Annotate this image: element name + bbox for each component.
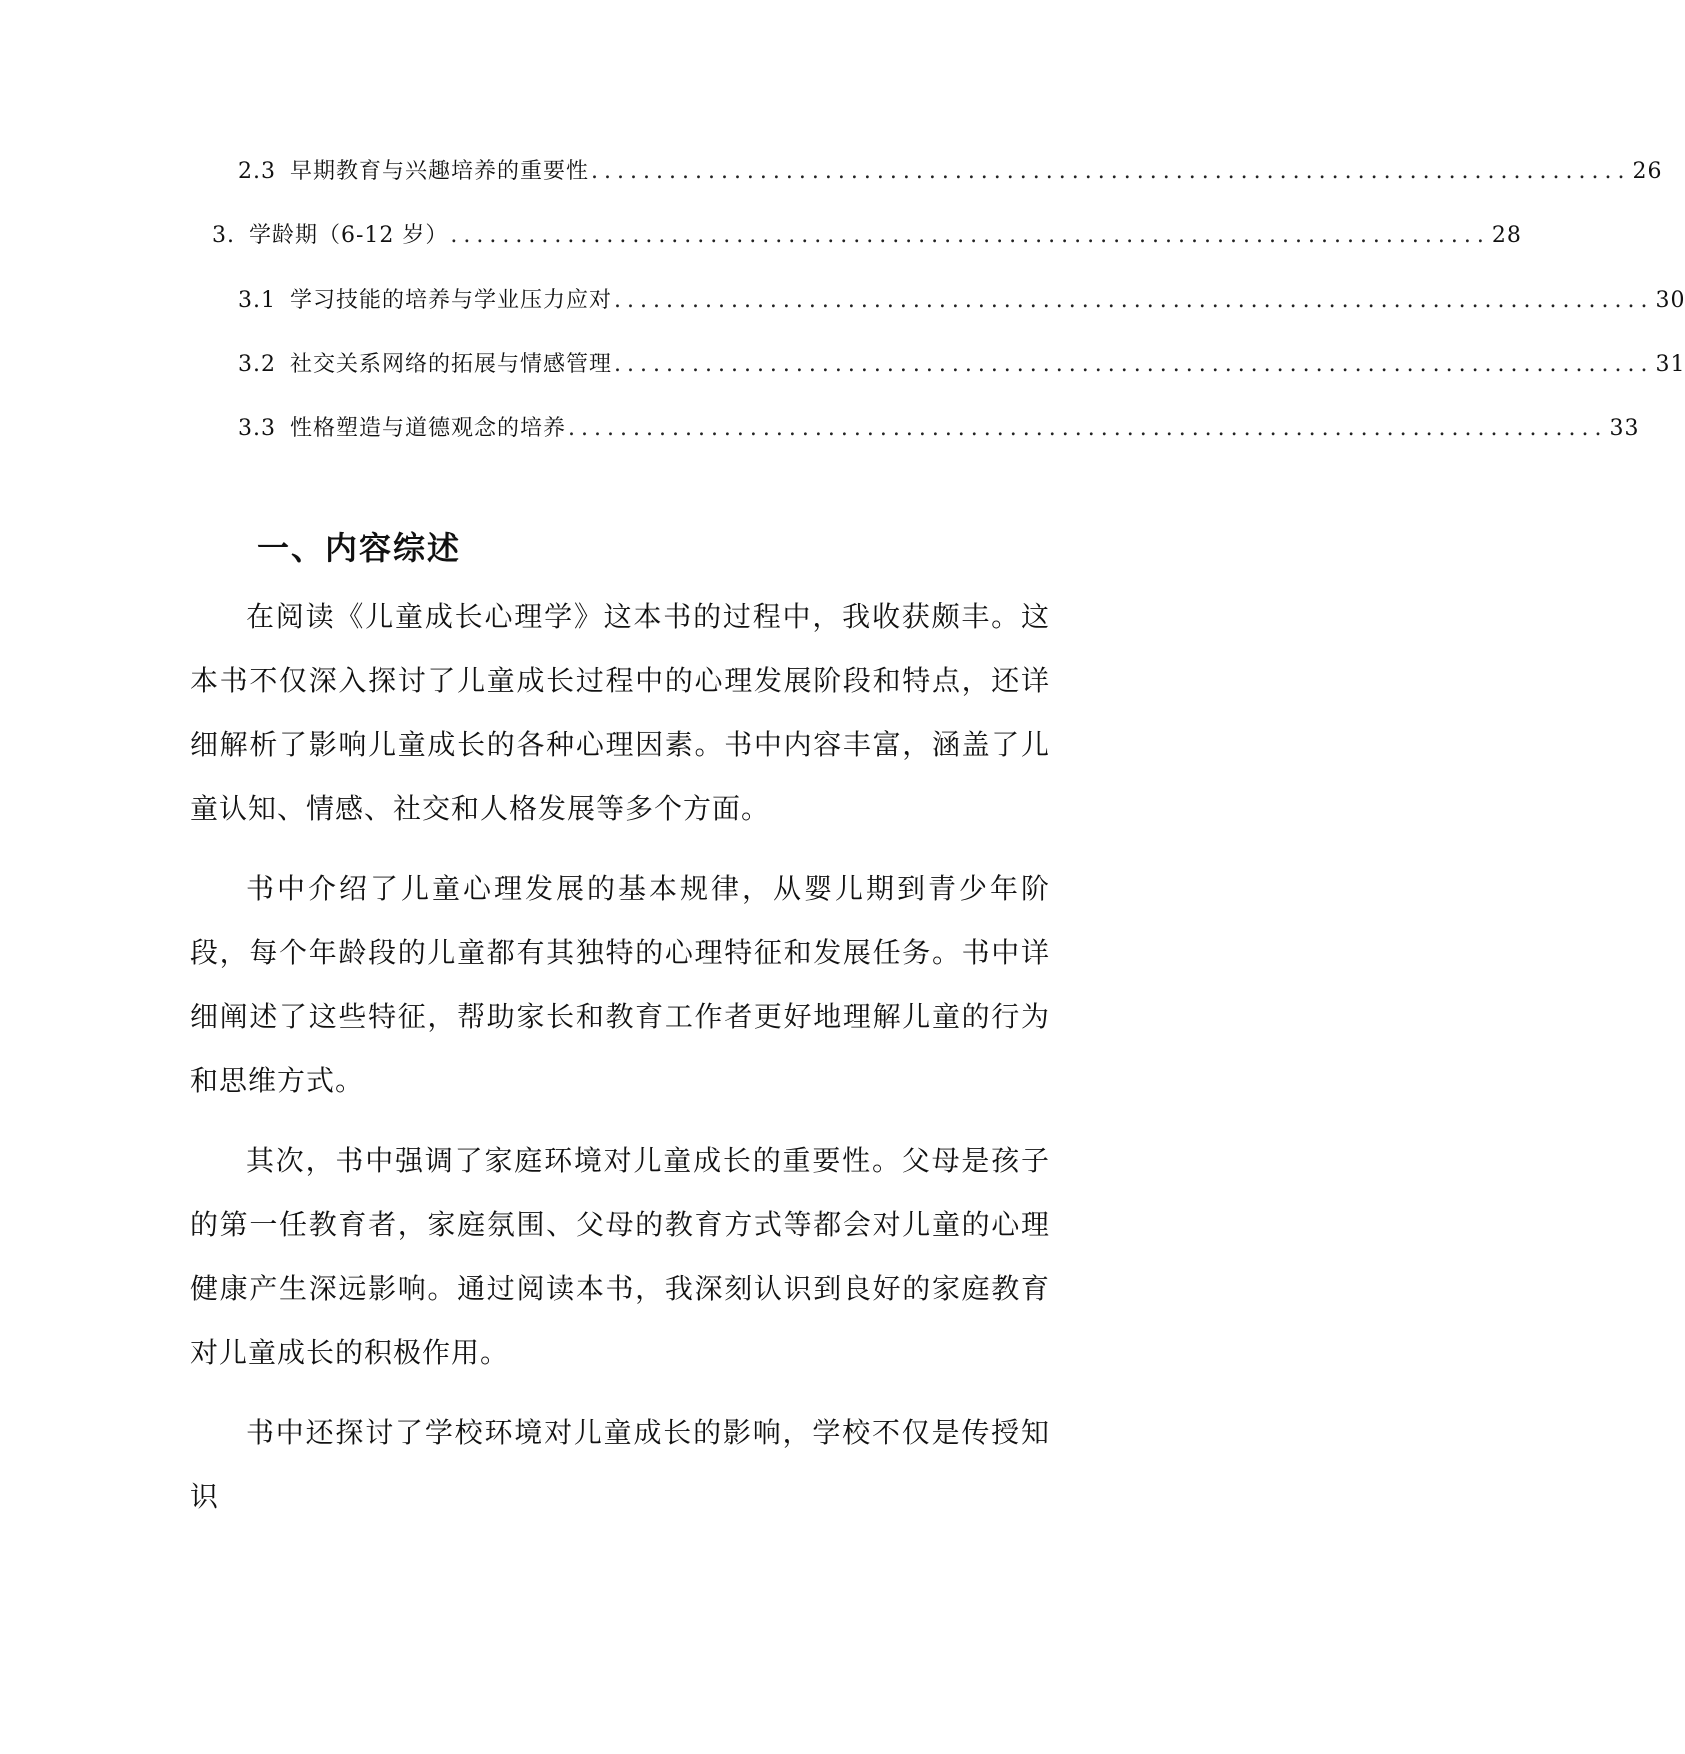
toc-entry-page: 33 — [1609, 416, 1640, 441]
toc-entry[interactable] — [238, 339, 1685, 379]
toc-entry-page: 31 — [1655, 352, 1685, 377]
toc-entry-title: 性格塑造与道德观念的培养 — [290, 416, 567, 441]
toc-entry-number: 3.2 — [238, 352, 276, 377]
toc-entry[interactable] — [238, 146, 1663, 186]
toc-entry-title: 学龄期（6-12 岁） — [249, 223, 449, 248]
toc-entry[interactable] — [238, 275, 1685, 315]
toc-leader-dots: ................................................................................ — [591, 159, 1631, 184]
toc-entry[interactable] — [238, 403, 1640, 443]
toc-entry-page: 26 — [1632, 159, 1663, 184]
section-body — [190, 585, 1050, 1545]
toc-entry-page: 28 — [1491, 223, 1522, 248]
toc-entry-title: 学习技能的培养与学业压力应对 — [290, 288, 613, 313]
section-heading: 一、内容综述 — [257, 529, 462, 568]
toc-entry-number: 3.3 — [238, 416, 276, 441]
body-paragraph: 在阅读《儿童成长心理学》这本书的过程中，我收获颇丰。这本书不仅深入探讨了儿童成长过程中的心理发展阶段和特点，还详细解析了影响儿童成长的各种心理因素。书中内容丰富，涵盖了儿童认知、情感、社交和人格发展等多个方面。 — [190, 600, 1050, 825]
body-paragraph: 书中还探讨了学校环境对儿童成长的影响，学校不仅是传授知识 — [190, 1416, 1050, 1513]
toc-entry-page: 30 — [1655, 288, 1685, 313]
toc-entry-title: 社交关系网络的拓展与情感管理 — [290, 352, 613, 377]
toc-leader-dots: ................................................................................ — [450, 223, 1490, 248]
toc-leader-dots: ................................................................................ — [614, 288, 1654, 313]
toc-leader-dots: ................................................................................ — [614, 352, 1654, 377]
toc-entry-title: 早期教育与兴趣培养的重要性 — [290, 159, 590, 184]
body-paragraph: 其次，书中强调了家庭环境对儿童成长的重要性。父母是孩子的第一任教育者，家庭氛围、父母的教育方式等都会对儿童的心理健康产生深远影响。通过阅读本书，我深刻认识到良好的家庭教育对儿童成长的积极作用。 — [190, 1144, 1050, 1369]
toc-entry-number: 3.1 — [238, 288, 276, 313]
body-paragraph: 书中介绍了儿童心理发展的基本规律，从婴儿期到青少年阶段，每个年龄段的儿童都有其独特的心理特征和发展任务。书中详细阐述了这些特征，帮助家长和教育工作者更好地理解儿童的行为和思维方式。 — [190, 872, 1050, 1097]
toc-entry[interactable] — [212, 210, 1522, 250]
toc-entry-number: 2.3 — [238, 159, 276, 184]
toc-leader-dots: ................................................................................ — [568, 416, 1608, 441]
toc-entry-number: 3. — [212, 223, 235, 248]
